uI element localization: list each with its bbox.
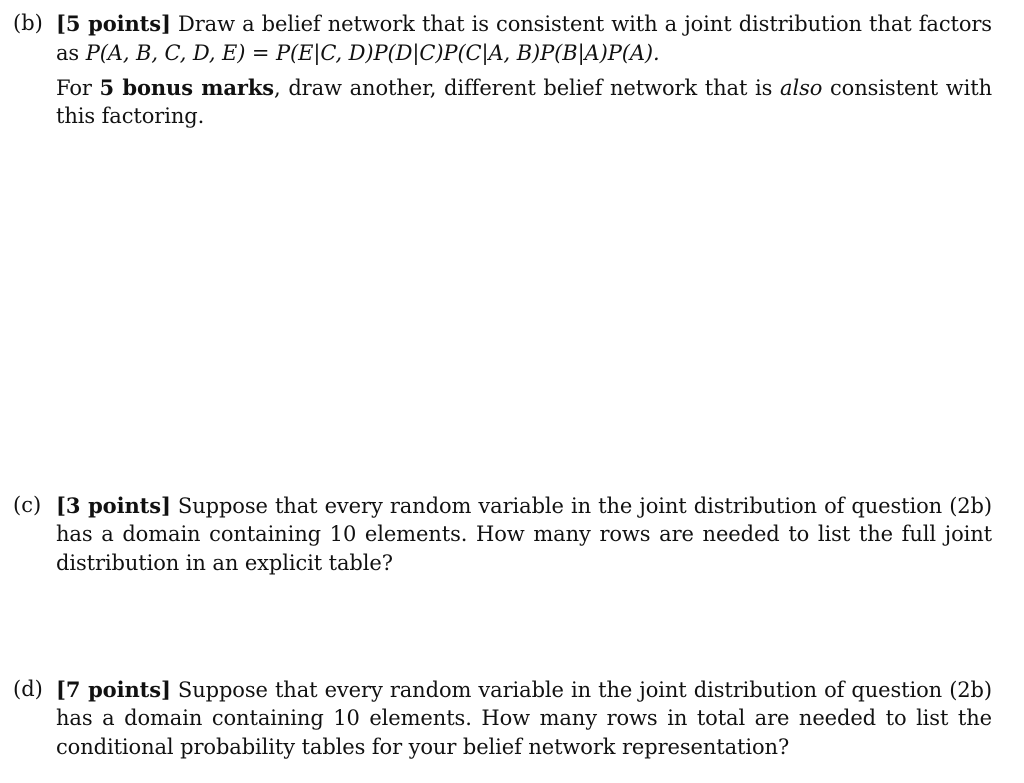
points-value: [7 points] — [56, 677, 171, 702]
emphasis-text: also — [780, 76, 823, 100]
question-text: , draw another, different belief network that is — [274, 76, 781, 100]
factorization-formula: P(A, B, C, D, E) = P(E|C, D)P(D|C)P(C|A, B)P(B|A)P(A). — [85, 41, 660, 65]
answer-space-c[interactable] — [56, 585, 992, 670]
question-line-3: distribution in an explicit table? — [56, 551, 393, 575]
points-value: [3 points] — [56, 493, 171, 518]
question-text: consistent with — [822, 76, 993, 100]
question-line-2: has a domain containing 10 elements. How many rows are needed to list the full joint — [56, 522, 992, 546]
question-label: (c) — [13, 493, 42, 517]
points-value: [5 points] — [56, 11, 171, 36]
question-line-1 — [56, 9, 992, 39]
question-line-3: conditional probability tables for your belief network representation? — [56, 735, 790, 759]
question-line-1 — [56, 675, 992, 705]
question-text: Draw a belief network that is consistent with a joint distribution that factors — [170, 12, 992, 36]
question-text: as — [56, 41, 86, 65]
question-label: (d) — [13, 677, 43, 701]
question-label: (b) — [13, 11, 43, 35]
question-text: Suppose that every random variable in the joint distribution of question (2b) — [170, 494, 992, 518]
question-line-1 — [56, 491, 992, 521]
bonus-line — [56, 73, 992, 103]
question-line-2 — [56, 39, 660, 68]
question-text: For — [56, 76, 100, 100]
question-line-2: has a domain containing 10 elements. How many rows in total are needed to list the — [56, 706, 992, 730]
question-line-4: this factoring. — [56, 104, 205, 128]
question-text: Suppose that every random variable in the joint distribution of question (2b) — [170, 678, 992, 702]
answer-space-b[interactable] — [56, 135, 992, 480]
bonus-marks: 5 bonus marks — [99, 75, 275, 100]
